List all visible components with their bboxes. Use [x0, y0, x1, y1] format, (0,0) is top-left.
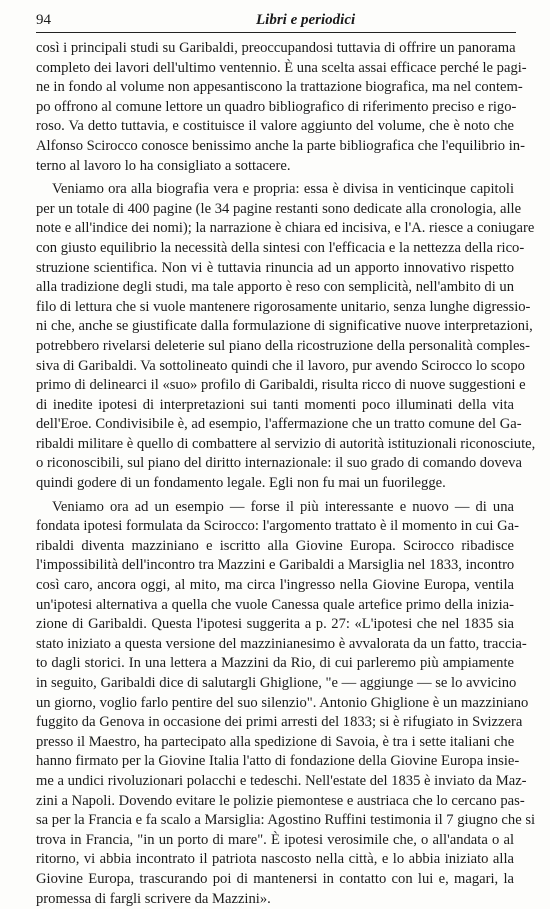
page-number: 94 [36, 12, 51, 28]
text-line: hanno firmato per la Giovine Italia l'atto di fondazione della Giovine Europa insie- [36, 753, 520, 770]
text-line: struzione scientifica. Non vi è tuttavia rinuncia ad un apporto innovativo rispetto [36, 259, 514, 276]
text-line: filo di lettura che si vuole mantenere rigorosamente unitario, senza lunghe digressio- [36, 298, 531, 315]
text-line: per un totale di 400 pagine (le 34 pagine restanti sono dedicate alla cronologia, alle [36, 200, 522, 217]
running-title: Libri e periodici [256, 12, 356, 28]
text-line: primo di delinearci il «suo» profilo di Garibaldi, risulta ricco di nuove suggestioni e [36, 377, 526, 394]
text-line: zione di Garibaldi. Questa l'ipotesi suggerita a p. 27: «L'ipotesi che nel 1835 sia [36, 616, 514, 633]
text-line: ritorno, vi abbia incontrato il patriota nascosto nella città, e lo abbia iniziato alla [36, 851, 514, 868]
text-line: un'ipotesi alternativa a quella che vuole Canessa quale artefice primo della inizia- [36, 596, 514, 613]
text-line: alla tradizione degli studi, ma tale apporto è reso con semplicità, nell'ambito di un [36, 279, 515, 296]
paragraph [36, 39, 527, 176]
text-line: potrebbero rivelarsi deleterie sul piano della ricostruzione della personalità comples- [36, 337, 530, 354]
text-line: po offrono al comune lettore un quadro bibliografico di riferimento preciso e rigo- [36, 98, 517, 115]
text-line: quindi godere di un fondamento legale. Egli non fu mai un fuorilegge. [36, 475, 446, 492]
text-line: presso il Maestro, ha partecipato alla spedizione di Savoia, è tra i sette italiani che [36, 733, 515, 750]
text-line: ribaldi diventa mazziniano e iscritto alla Giovine Europa. Scirocco ribadisce [36, 537, 514, 554]
text-line: con giusto equilibrio la necessità della sintesi con l'efficacia e la nettezza della rico- [36, 239, 525, 256]
text-line: trova in Francia, "in un porto di mare". È ipotesi verosimile che, o all'andata o al [36, 831, 514, 848]
text-line: me a undici rivoluzionari polacchi e tedeschi. Nell'estate del 1835 è inviato da Maz- [36, 772, 527, 789]
body-text [36, 39, 536, 909]
text-line: stato iniziato a questa versione del mazzinianesimo è avvalorata da un fatto, traccia- [36, 635, 527, 652]
text-line: così caro, ancora oggi, al mito, ma circa l'ingresso nella Giovine Europa, ventila [36, 577, 514, 594]
text-line: completo dei lavori dell'ultimo ventennio. È una scelta assai efficace perché le pagi- [36, 59, 527, 76]
text-line: o riconoscibili, sul piano del diritto internazionale: il suo grado di comando doveva [36, 455, 522, 472]
text-line: l'impossibilità dell'incontro tra Mazzini e Garibaldi a Marsiglia nel 1833, incontro [36, 557, 515, 574]
text-line: fuggito da Genova in occasione dei primi arresti del 1833; si è rifugiato in Svizzera [36, 714, 523, 731]
text-line: roso. Va detto tuttavia, e costituisce il valore aggiunto del volume, che è noto che [36, 118, 514, 135]
text-line: promessa di fargli scrivere da Mazzini». [36, 890, 271, 907]
text-line: Giovine Europa, trascurando poi di mantenersi in contatto con lui e, magari, la [36, 870, 514, 887]
text-line: sa per la Francia e fa scalo a Marsiglia: Agostino Ruffini testimonia il 7 giugno che si [36, 812, 536, 829]
text-line: siva di Garibaldi. Va sottolineato quindi che il lavoro, pur avendo Scirocco lo scopo [36, 357, 525, 374]
text-line: Alfonso Scirocco conosce benissimo anche la parte bibliografica che l'equilibrio in- [36, 137, 525, 154]
text-line: terno al lavoro lo ha consigliato a sottacere. [36, 157, 291, 174]
text-line: in seguito, Garibaldi dice di salutargli Ghiglione, "e — aggiunge — se lo avvicino [36, 675, 517, 691]
text-line: Veniamo ora alla biografia vera e propria: essa è divisa in venticinque capitoli [52, 181, 514, 198]
text-line: così i principali studi su Garibaldi, preoccupandosi tuttavia di offrire un panorama [36, 40, 516, 56]
paragraph [36, 498, 536, 909]
page-header [36, 8, 516, 32]
text-line: di inedite ipotesi di interpretazioni sui tanti momenti poco illuminati della vita [36, 396, 514, 413]
text-line: zini a Napoli. Dovendo evitare le polizie piemontese e austriaca che lo cercano pas- [36, 792, 525, 809]
text-line: ribaldi militare è quello di combattere al servizio di autorità istituzionali riconosciute, [36, 435, 536, 452]
text-line: ni che, anche se giustificate dalla formulazione di significative nuove interpretazioni, [36, 318, 533, 335]
text-line: dell'Eroe. Condivisibile è, ad esempio, l'affermazione che un tratto comune del Ga- [36, 416, 522, 433]
text-line: Veniamo ora ad un esempio — forse il più interessante e nuovo — di una [52, 498, 514, 515]
paragraph [36, 180, 536, 494]
text-line: fondata ipotesi formulata da Scirocco: l'argomento trattato è il momento in cui Ga- [36, 518, 519, 535]
text-line: to dagli storici. In una lettera a Mazzini da Rio, di cui parleremo più ampiamente [36, 655, 514, 672]
text-line: ne in fondo al volume non appesantiscono la trattazione biografica, ma nel contem- [36, 79, 523, 96]
text-line: un giorno, voglio farlo pentire del suo silenzio". Antonio Ghiglione è un mazziniano [36, 694, 529, 711]
text-line: note e all'indice dei nomi); la narrazione è chiara ed incisiva, e l'A. riesce a coniugare [36, 220, 535, 237]
header-rule [36, 32, 516, 33]
